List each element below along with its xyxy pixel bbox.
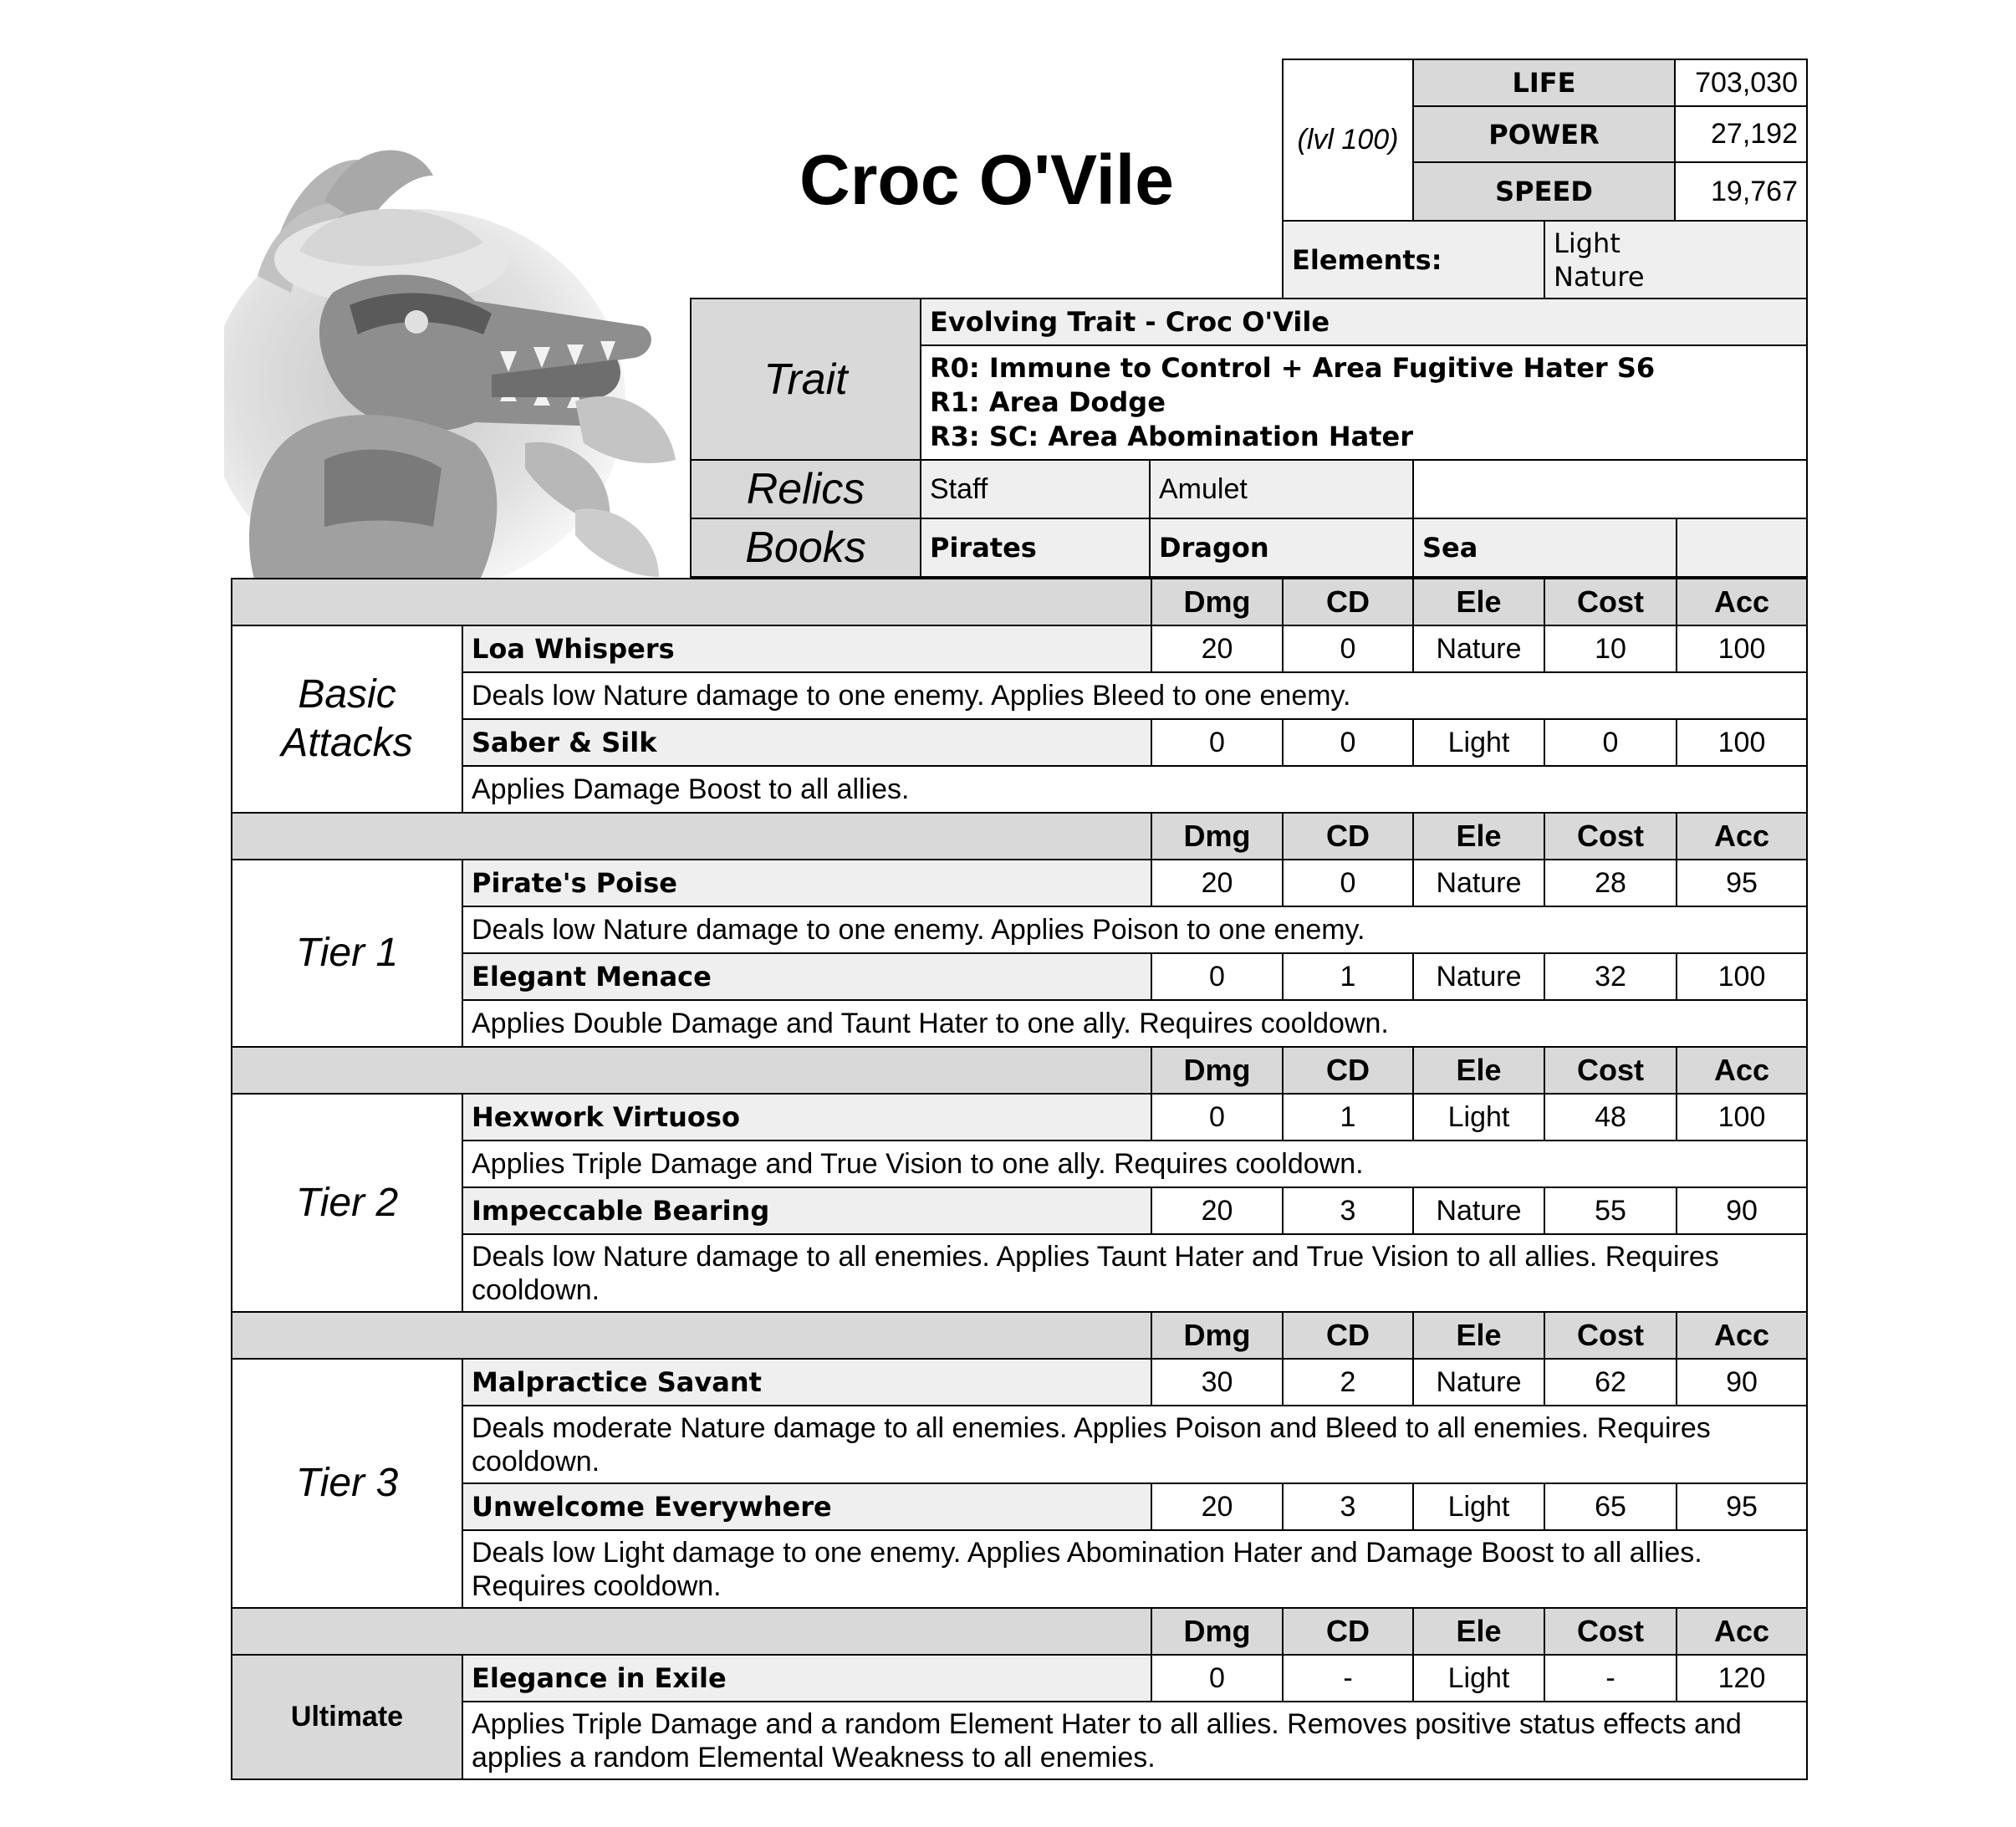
crocodile-portrait-art — [224, 125, 684, 589]
column-header-dmg: Dmg — [1151, 1311, 1284, 1360]
move-name: Malpractice Savant — [462, 1358, 1152, 1406]
move-dmg: 0 — [1151, 718, 1284, 767]
trait-ranks — [920, 344, 1808, 461]
move-ele: Nature — [1412, 1187, 1545, 1235]
column-header-acc: Acc — [1676, 812, 1808, 860]
move-cd: 0 — [1282, 625, 1414, 673]
stat-speed-label: SPEED — [1412, 161, 1676, 222]
stat-power-value: 27,192 — [1674, 105, 1808, 163]
move-name: Saber & Silk — [462, 718, 1152, 767]
section-label: Tier 1 — [231, 859, 463, 1048]
column-header-ele: Ele — [1412, 1607, 1545, 1656]
move-cost: 48 — [1544, 1093, 1677, 1141]
relic-item: Staff — [920, 459, 1151, 519]
stat-speed-value: 19,767 — [1674, 161, 1808, 222]
section-header-band — [231, 1311, 1152, 1360]
column-header-cd: CD — [1282, 1607, 1414, 1656]
move-acc: 90 — [1676, 1187, 1808, 1235]
move-name: Loa Whispers — [462, 625, 1152, 673]
character-portrait — [224, 125, 684, 589]
column-header-dmg: Dmg — [1151, 1607, 1284, 1656]
elements-values — [1544, 220, 1808, 299]
move-ele: Nature — [1412, 952, 1545, 1001]
element-light: Light — [1554, 227, 1620, 259]
move-ele: Light — [1412, 1093, 1545, 1141]
move-description: Deals low Nature damage to all enemies. Applies Taunt Hater and True Vision to all allies. Requires cooldown. — [462, 1233, 1808, 1313]
move-cost: 62 — [1544, 1358, 1677, 1406]
move-cost: 10 — [1544, 625, 1677, 673]
character-name: Croc O'Vile — [799, 140, 1174, 219]
column-header-cost: Cost — [1544, 1046, 1677, 1095]
trait-label: Trait — [690, 298, 921, 461]
level-label: (lvl 100) — [1282, 59, 1414, 222]
move-cost: 55 — [1544, 1187, 1677, 1235]
column-header-dmg: Dmg — [1151, 812, 1284, 860]
move-cost: 28 — [1544, 859, 1677, 907]
column-header-dmg: Dmg — [1151, 1046, 1284, 1095]
trait-rank-0: R0: Immune to Control + Area Fugitive Hater S6 — [930, 352, 1656, 384]
section-label: Tier 3 — [231, 1358, 463, 1609]
move-dmg: 20 — [1151, 859, 1284, 907]
move-dmg: 20 — [1151, 1483, 1284, 1531]
column-header-cd: CD — [1282, 1311, 1414, 1360]
element-nature: Nature — [1554, 260, 1645, 293]
books-label: Books — [690, 518, 921, 578]
move-ele: Nature — [1412, 1358, 1545, 1406]
column-header-cd: CD — [1282, 812, 1414, 860]
section-label: Ultimate — [231, 1654, 463, 1780]
move-dmg: 20 — [1151, 625, 1284, 673]
elements-label: Elements: — [1282, 220, 1545, 299]
move-description: Deals low Nature damage to one enemy. Applies Poison to one enemy. — [462, 906, 1808, 954]
move-description: Applies Triple Damage and a random Element Hater to all allies. Removes positive status effects and applies a random Elemental Weakness to all enemies. — [462, 1701, 1808, 1780]
move-dmg: 20 — [1151, 1187, 1284, 1235]
column-header-dmg: Dmg — [1151, 578, 1284, 626]
column-header-ele: Ele — [1412, 578, 1545, 626]
column-header-ele: Ele — [1412, 1046, 1545, 1095]
move-description: Applies Double Damage and Taunt Hater to one ally. Requires cooldown. — [462, 999, 1808, 1048]
section-label: Basic Attacks — [231, 625, 463, 814]
move-ele: Light — [1412, 1483, 1545, 1531]
section-header-band — [231, 578, 1152, 626]
trait-name: Evolving Trait - Croc O'Vile — [920, 298, 1808, 346]
move-acc: 100 — [1676, 952, 1808, 1001]
move-name: Elegance in Exile — [462, 1654, 1152, 1702]
move-acc: 100 — [1676, 625, 1808, 673]
move-acc: 100 — [1676, 1093, 1808, 1141]
book-item: Dragon — [1149, 518, 1414, 578]
move-name: Pirate's Poise — [462, 859, 1152, 907]
move-cost: 65 — [1544, 1483, 1677, 1531]
relics-label: Relics — [690, 459, 921, 519]
move-cd: - — [1282, 1654, 1414, 1702]
move-description: Applies Damage Boost to all allies. — [462, 765, 1808, 814]
column-header-ele: Ele — [1412, 812, 1545, 860]
stat-life-label: LIFE — [1412, 59, 1676, 107]
move-description: Deals low Nature damage to one enemy. Applies Bleed to one enemy. — [462, 671, 1808, 720]
trait-rank-2: R3: SC: Area Abomination Hater — [930, 421, 1413, 452]
move-description: Applies Triple Damage and True Vision to one ally. Requires cooldown. — [462, 1140, 1808, 1188]
section-label: Tier 2 — [231, 1093, 463, 1313]
move-cd: 3 — [1282, 1483, 1414, 1531]
column-header-acc: Acc — [1676, 1311, 1808, 1360]
move-dmg: 0 — [1151, 1093, 1284, 1141]
column-header-cost: Cost — [1544, 578, 1677, 626]
move-cost: - — [1544, 1654, 1677, 1702]
move-dmg: 30 — [1151, 1358, 1284, 1406]
move-cd: 0 — [1282, 718, 1414, 767]
move-cd: 1 — [1282, 1093, 1414, 1141]
move-dmg: 0 — [1151, 952, 1284, 1001]
trait-rank-1: R1: Area Dodge — [930, 386, 1166, 418]
move-description: Deals low Light damage to one enemy. Applies Abomination Hater and Damage Boost to all allies. Requires cooldown. — [462, 1529, 1808, 1609]
move-dmg: 0 — [1151, 1654, 1284, 1702]
relic-empty-slot — [1412, 459, 1808, 519]
column-header-cost: Cost — [1544, 1607, 1677, 1656]
column-header-ele: Ele — [1412, 1311, 1545, 1360]
section-header-band — [231, 812, 1152, 860]
section-header-band — [231, 1046, 1152, 1095]
move-acc: 90 — [1676, 1358, 1808, 1406]
relic-item: Amulet — [1149, 459, 1414, 519]
column-header-cost: Cost — [1544, 812, 1677, 860]
move-cd: 3 — [1282, 1187, 1414, 1235]
stat-power-label: POWER — [1412, 105, 1676, 163]
stat-life-value: 703,030 — [1674, 59, 1808, 107]
move-acc: 95 — [1676, 1483, 1808, 1531]
move-acc: 100 — [1676, 718, 1808, 767]
column-header-cost: Cost — [1544, 1311, 1677, 1360]
move-cd: 2 — [1282, 1358, 1414, 1406]
book-empty-slot — [1676, 518, 1808, 578]
move-acc: 120 — [1676, 1654, 1808, 1702]
move-ele: Nature — [1412, 859, 1545, 907]
move-cd: 0 — [1282, 859, 1414, 907]
move-ele: Light — [1412, 718, 1545, 767]
move-name: Hexwork Virtuoso — [462, 1093, 1152, 1141]
move-name: Unwelcome Everywhere — [462, 1483, 1152, 1531]
move-cost: 0 — [1544, 718, 1677, 767]
move-acc: 95 — [1676, 859, 1808, 907]
move-name: Impeccable Bearing — [462, 1187, 1152, 1235]
move-description: Deals moderate Nature damage to all enemies. Applies Poison and Bleed to all enemies. Requires cooldown. — [462, 1405, 1808, 1484]
book-item: Sea — [1412, 518, 1677, 578]
section-header-band — [231, 1607, 1152, 1656]
column-header-acc: Acc — [1676, 1607, 1808, 1656]
column-header-cd: CD — [1282, 578, 1414, 626]
move-ele: Light — [1412, 1654, 1545, 1702]
column-header-cd: CD — [1282, 1046, 1414, 1095]
book-item: Pirates — [920, 518, 1151, 578]
column-header-acc: Acc — [1676, 578, 1808, 626]
move-cost: 32 — [1544, 952, 1677, 1001]
move-name: Elegant Menace — [462, 952, 1152, 1001]
move-ele: Nature — [1412, 625, 1545, 673]
move-cd: 1 — [1282, 952, 1414, 1001]
column-header-acc: Acc — [1676, 1046, 1808, 1095]
